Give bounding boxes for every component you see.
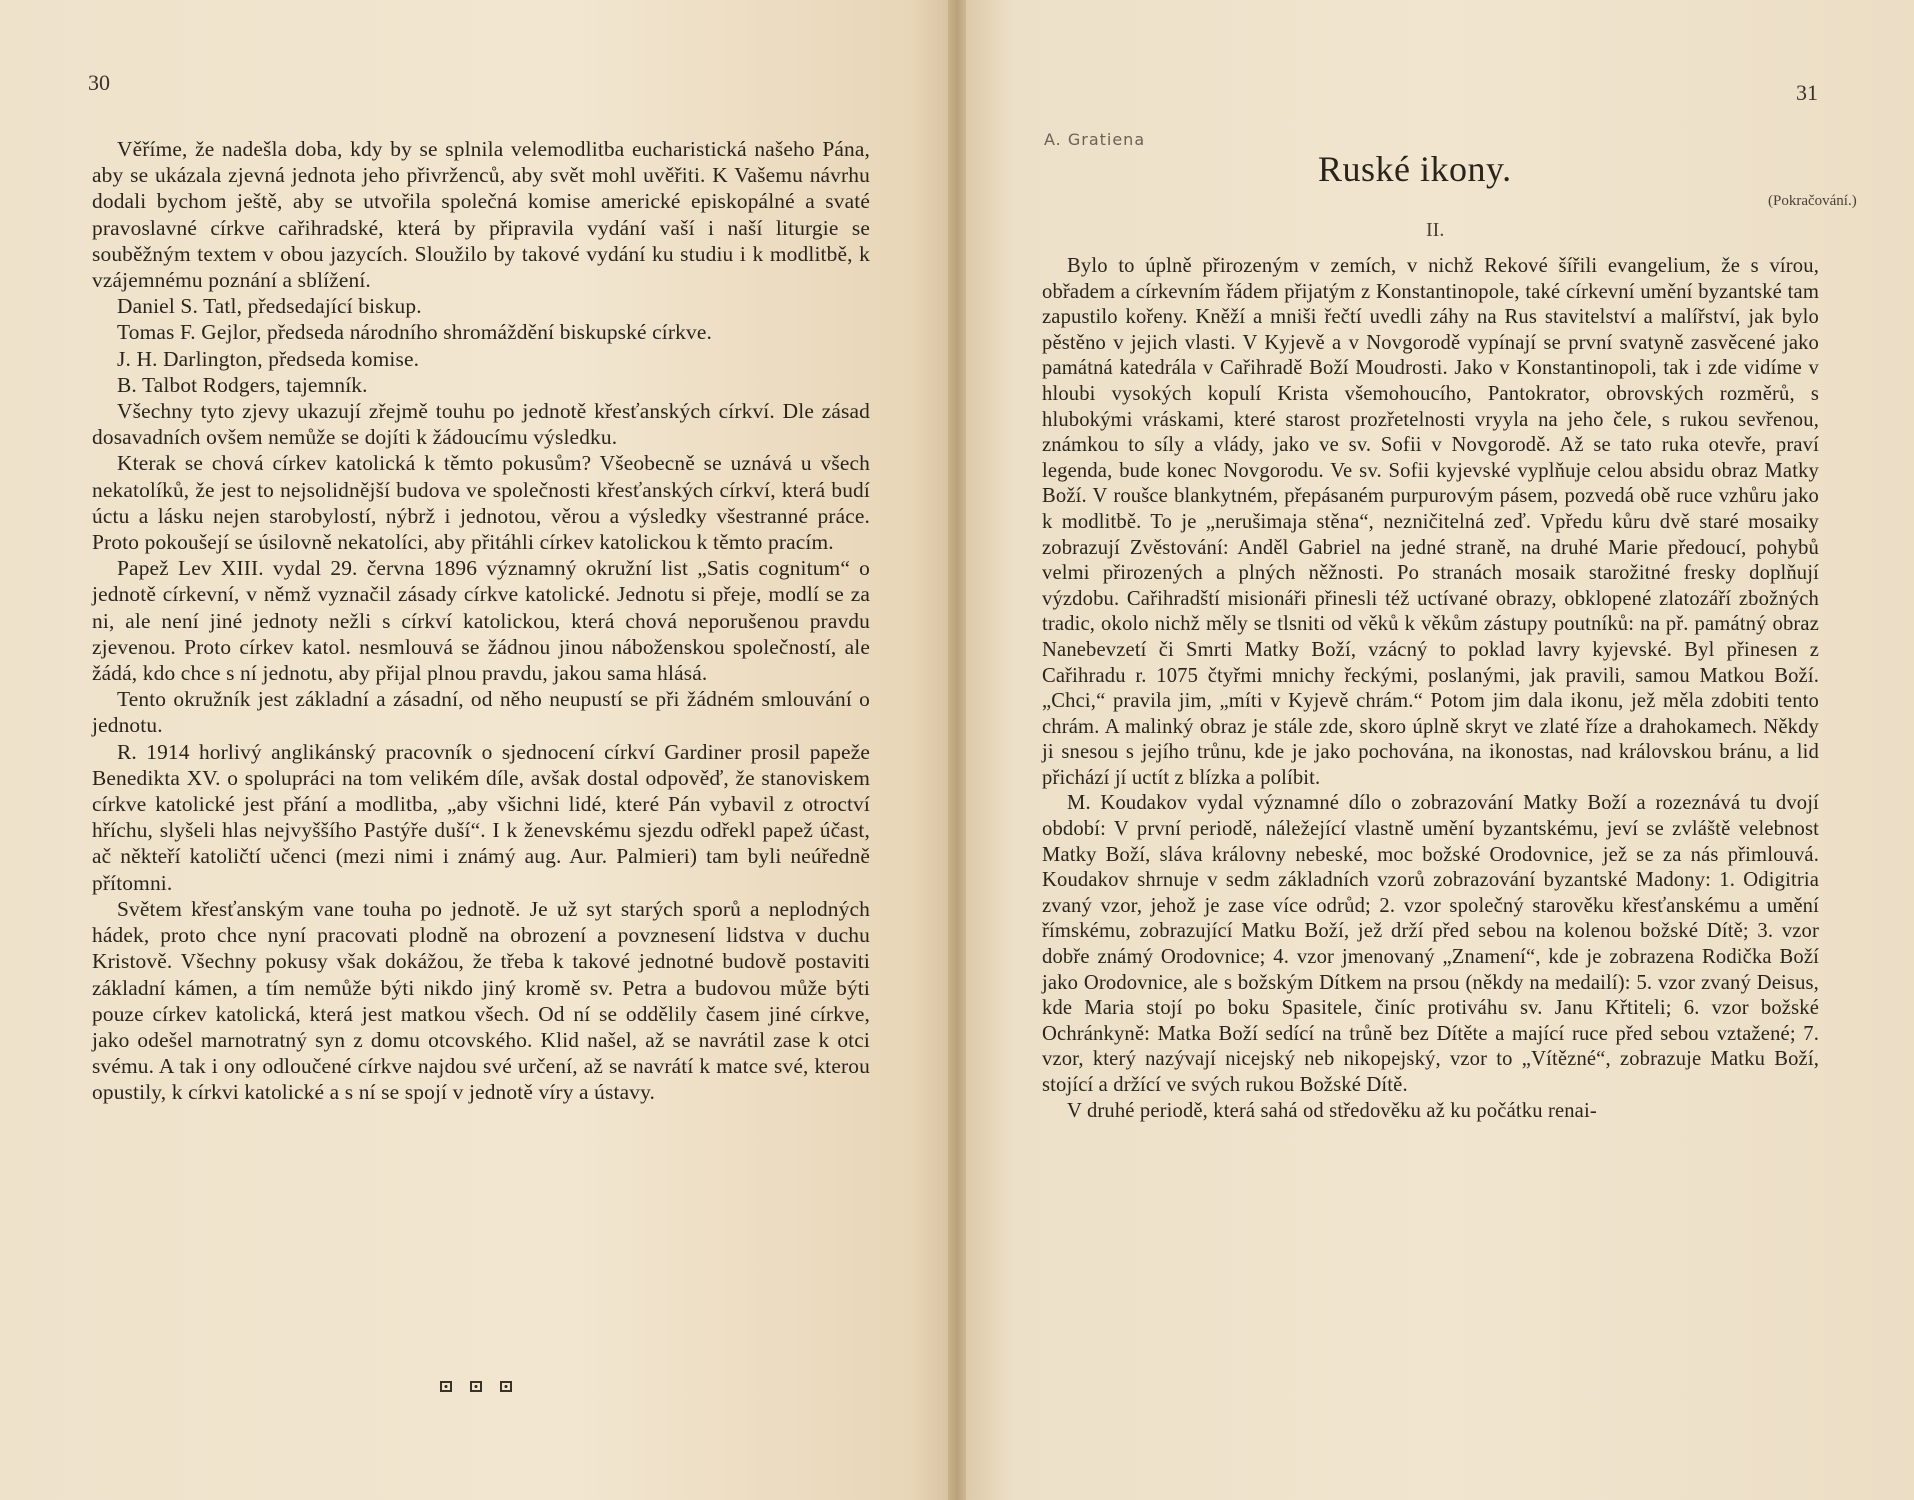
ornament-square-icon [470, 1381, 482, 1392]
continuation-note: (Pokračování.) [1768, 193, 1857, 209]
signature-line: Daniel S. Tatl, předsedající biskup. [117, 294, 422, 319]
signature-line: J. H. Darlington, předseda komise. [117, 346, 420, 371]
ornament-square-icon [440, 1381, 452, 1392]
section-number: II. [1426, 219, 1445, 241]
paragraph: Světem křesťanským vane touha po jednotě. Je už syt starých sporů a neplodných hádek, proto chce nyní pracovati plodně na obrození a povznesení lidstva v duchu Kristově. Všechny pokusy však dokážou, že třeba k takové jednotné budově postaviti základní kámen, a tím nemůže býti nikdo jiný kromě sv. Petra a budovou může býti pouze církev katolická, která jest matkou všech. Od ní se oddělily časem jiné církve, jako odešel marnotratný syn z domu otcovského. Klid našel, až se navrátil zase k otci svému. A tak i ony odloučené církve najdou své určení, až se navrátí k matce své, kterou opustily, k církvi katolické a s ní se spojí v jednotě víry a ústavy. [92, 896, 870, 1105]
ornament-square-icon [500, 1381, 512, 1392]
page-number: 30 [88, 70, 110, 95]
paragraph: Tento okružník jest základní a zásadní, od něho neupustí se při žádném smlouvání o jednotu. [92, 687, 870, 738]
article-body [1042, 254, 1819, 1124]
paragraph: Papež Lev XIII. vydal 29. června 1896 významný okružní list „Satis cognitum“ o jednotě církevní, v němž vyznačil zásady církve katolické. Jednotu si přeje, modlí se za ni, ale není jiné jednoty nežli s církví katolickou, která chová neporušenou pravdu zjevenou. Proto církev katol. nesmlouvá se žádnou jinou náboženskou společností, ale žádá, kdo chce s ní jednotu, aby přijal plnou pravdu, jakou sama hlásá. [92, 556, 870, 686]
signature-line: B. Talbot Rodgers, tajemník. [117, 372, 368, 397]
page-number: 31 [1796, 80, 1818, 105]
paragraph: Všechny tyto zjevy ukazují zřejmě touhu po jednotě křesťanských církví. Dle zásad dosavadních ovšem nemůže se dojíti k žádoucímu výsledku. [92, 399, 870, 450]
paragraph: M. Koudakov vydal významné dílo o zobrazování Matky Boží a rozeznává tu dvojí období: V první periodě, náležející vlastně umění byzantskému, jeví se zvláště velebnost Matky Boží, sláva královny nebeské, moc božské Orodovnice, jež se za nás přimlouvá. Koudakov shrnuje v sedm základních vzorů zobrazování byzantské Madony: 1. Odigitria zvaný vzor, jehož je zase více odrůd; 2. vzor společný starověku křesťanskému a umění římskému, zobrazující Matku Boží, jež drží před sebou na kolenou božské Dítě; 3. vzor dobře známý Orodovnice; 4. vzor jmenovaný „Znamení“, kde je zobrazena Rodička Boží jako Orodovnice, ale s božským Dítkem na prsou (někdy na medailí): 5. vzor zvaný Deisus, kde Maria stojí po boku Spasitele, činíc protiváhu sv. Janu Křtiteli; 6. vzor božské Ochránkyně: Matka Boží sedící na trůně bez Dítěte a mající ruce před sebou vztažené; 7. vzor, který nazývají nicejský neb nikopejský, vzor to „Vítězné“, zobrazuje Matku Boží, stojící a držící ve svých rukou Božské Dítě. [1042, 792, 1819, 1096]
body-text [92, 136, 870, 1106]
paragraph: Bylo to úplně přirozeným v zemích, v nichž Rekové šířili evangelium, že s vírou, obřadem a církevním řádem přijatým z Konstantinopole, také církevní umění byzantské tam zapustilo kořeny. Kněží a mniši řečtí uvedli záhy na Rus stavitelství a malířství, jak bylo pěstěno v jejich vlasti. V Kyjevě a v Novgorodě vypínají se první svatyně zasvěcené jako památná katedrála v Cařihradě Boží Moudrosti. Jako v Konstantinopoli, tak i zde vidíme v hloubi vysokých kopulí Krista všemohoucího, Pantokrator, obrovských rozměrů, s hlubokými vráskami, které starost prozřetelnosti vryyla na jeho čele, s rukou sevřenou, známkou to síly a vlády, jako ve sv. Sofii v Novgorodě. Až se tato ruka otevře, praví legenda, bude konec Novgorodu. Ve sv. Sofii kyjevské vyplňuje celou absidu obraz Matky Boží. V roušce blankytném, přepásaném purpurovým pásem, pozvedá obě ruce vzhůru jako k modlitbě. To je „nerušimaja stěna“, nezničitelná zeď. Vpředu kůru dvě staré mosaiky zobrazují Zvěstování: Anděl Gabriel na jedné straně, na druhé Marie předoucí, pohybů velmi přirozených a plných něžnosti. Po stranách mosaik starožitné fresky doplňují výzdobu. Cařihradští misionáři přinesli též uctívané obrazy, obklopené zlatozáří zbožných tradic, okolo nichž měly se tlsniti od věků k věkům zástupy poutníků: na př. památný obraz Nanebevzetí či Smrti Matky Boží, vzácný to poklad lavry kyjevské. Byl přinesen z Cařihradu r. 1075 čtyřmi mnichy řeckými, poslanými, jak pravili, samou Matkou Boží. „Chci,“ pravila jim, „míti v Kyjevě chrám.“ Potom jim dala ikonu, jež měla zdobiti tento chrám. A malinký obraz je stále zde, skoro úplně skryt ve zlaté říze a drahokamech. Někdy ji snesou s jejího trůnu, kde je jako pochována, na ikonostas, nad královskou bránu, a lid přichází jí uctít z blízka a políbit. [1042, 255, 1819, 789]
paragraph: R. 1914 horlivý anglikánský pracovník o sjednocení církví Gardiner prosil papeže Benedikta XV. o spolupráci na tom velikém díle, avšak dostal odpověď, že stanoviskem církve katolické jest přání a modlitba, „aby všichni lidé, které Pán vybavil z otroctví hříchu, slyšeli hlas nejvyššího Pastýře duší“. I k ženevskému sjezdu odřekl papež účast, ač někteří katoličtí učenci (mezi nimi i známý aug. Aur. Palmieri) tam byli neúředně přítomni. [92, 739, 870, 895]
left-page [0, 0, 948, 1500]
article-author: A. Gratiena [1044, 130, 1146, 149]
paragraph: Kterak se chová církev katolická k těmto pokusům? Všeobecně se uznává u všech nekatolíků, že jest to nejsolidnější budova ve společnosti křesťanských církví, která budí úctu a lásku nejen starobylostí, nýbrž i jednotou, věrou a výsledky všestranné práce. Proto pokoušejí se úsilovně nekatolíci, aby přitáhli církev katolickou k těmto pracím. [92, 451, 870, 555]
book-gutter [948, 0, 966, 1500]
signature-line: Tomas F. Gejlor, předseda národního shromáždění biskupské církve. [117, 320, 712, 345]
paragraph: V druhé periodě, která sahá od středověku až ku počátku renai- [1067, 1099, 1597, 1122]
paragraph: Věříme, že nadešla doba, kdy by se splnila velemodlitba eucharistická našeho Pána, aby se ukázala zjevná jednota jeho přivrženců, aby svět mohl uvěřiti. K Vašemu návrhu dodali bychom ještě, aby se utvořila společná komise americké episkopálné a svaté pravoslavné církve cařihradské, která by připravila vydání vaší i naší liturgie se souběžným textem v obou jazycích. Sloužilo by takové vydání ku studiu i k modlitbě, k vzájemnému poznání a sblížení. [92, 137, 870, 293]
article-title: Ruské ikony. [1318, 149, 1512, 189]
end-ornament [440, 1381, 512, 1392]
